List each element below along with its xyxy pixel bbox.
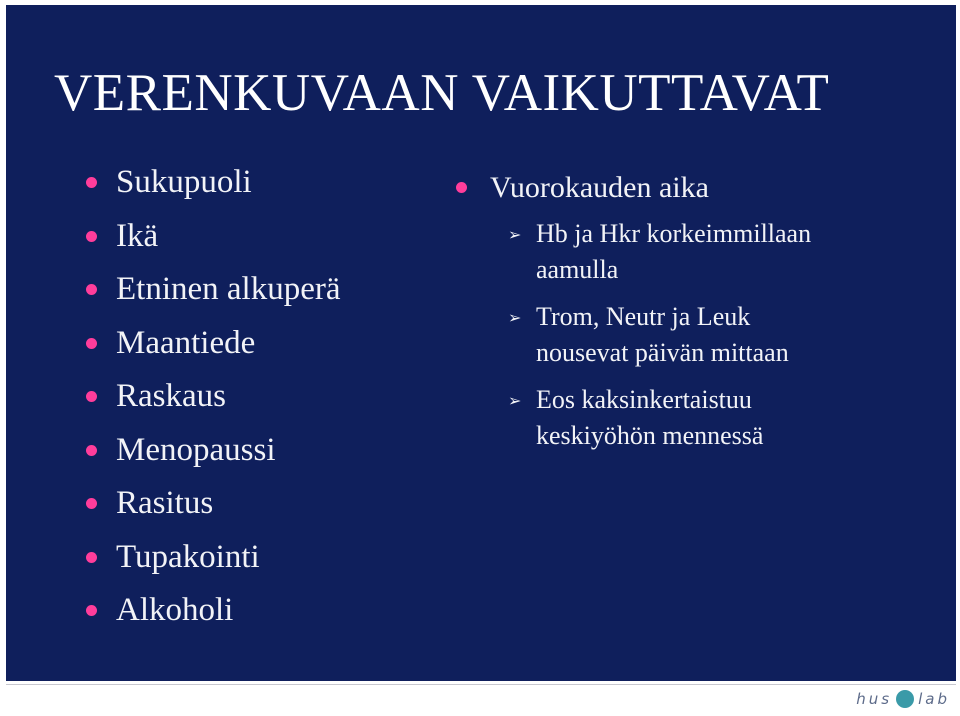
list-item-label: Ikä bbox=[116, 217, 159, 254]
list-item bbox=[86, 267, 341, 321]
bullet-icon bbox=[86, 231, 97, 242]
logo-text-left: hus bbox=[856, 690, 893, 708]
sub-item-line: aamulla bbox=[536, 255, 619, 284]
list-item bbox=[86, 374, 341, 428]
time-of-day-section bbox=[454, 168, 811, 465]
bullet-icon bbox=[86, 391, 97, 402]
list-item bbox=[86, 481, 341, 535]
list-item bbox=[86, 321, 341, 375]
sub-item-line: nousevat päivän mittaan bbox=[536, 338, 789, 367]
list-item bbox=[86, 588, 341, 642]
list-item-label: Rasitus bbox=[116, 485, 214, 521]
list-item bbox=[86, 428, 341, 482]
list-item-label: Menopaussi bbox=[116, 431, 276, 468]
sub-list-item bbox=[454, 216, 811, 288]
sub-item-line: Hb ja Hkr korkeimmillaan bbox=[536, 219, 812, 248]
sub-list bbox=[454, 216, 811, 454]
list-item-label: Raskaus bbox=[116, 378, 226, 414]
bullet-icon bbox=[456, 182, 467, 193]
slide-title: VERENKUVAAN VAIKUTTAVAT bbox=[54, 64, 830, 122]
bullet-icon bbox=[86, 284, 97, 295]
arrow-bullet-icon: ➢ bbox=[508, 225, 522, 244]
sub-list-item bbox=[454, 382, 811, 454]
logo-text-right: lab bbox=[918, 690, 950, 708]
bullet-icon bbox=[86, 552, 97, 563]
footer-divider bbox=[6, 684, 956, 685]
list-item-label: Alkoholi bbox=[116, 592, 234, 628]
arrow-bullet-icon: ➢ bbox=[508, 308, 522, 327]
sub-item-line: Eos kaksinkertaistuu bbox=[536, 385, 752, 414]
huslab-logo-icon bbox=[896, 690, 914, 708]
bullet-icon bbox=[86, 498, 97, 509]
factor-list bbox=[86, 160, 341, 642]
sub-item-line: Trom, Neutr ja Leuk bbox=[536, 302, 751, 331]
list-item bbox=[86, 535, 341, 589]
bullet-icon bbox=[86, 177, 97, 188]
bullet-icon bbox=[86, 338, 97, 349]
list-item-label: Etninen alkuperä bbox=[116, 271, 341, 307]
list-item-label: Maantiede bbox=[116, 324, 256, 361]
arrow-bullet-icon: ➢ bbox=[508, 391, 522, 410]
bullet-icon bbox=[86, 605, 97, 616]
slide bbox=[6, 5, 956, 681]
bullet-icon bbox=[86, 445, 97, 456]
list-item-label: Sukupuoli bbox=[116, 164, 252, 200]
sub-item-line: keskiyöhön mennessä bbox=[536, 421, 764, 450]
list-item bbox=[86, 160, 341, 214]
list-item bbox=[86, 214, 341, 268]
section-heading bbox=[454, 168, 811, 208]
section-heading-label: Vuorokauden aika bbox=[490, 171, 709, 204]
list-item-label: Tupakointi bbox=[116, 538, 260, 575]
huslab-logo bbox=[856, 686, 950, 712]
sub-list-item bbox=[454, 299, 811, 371]
